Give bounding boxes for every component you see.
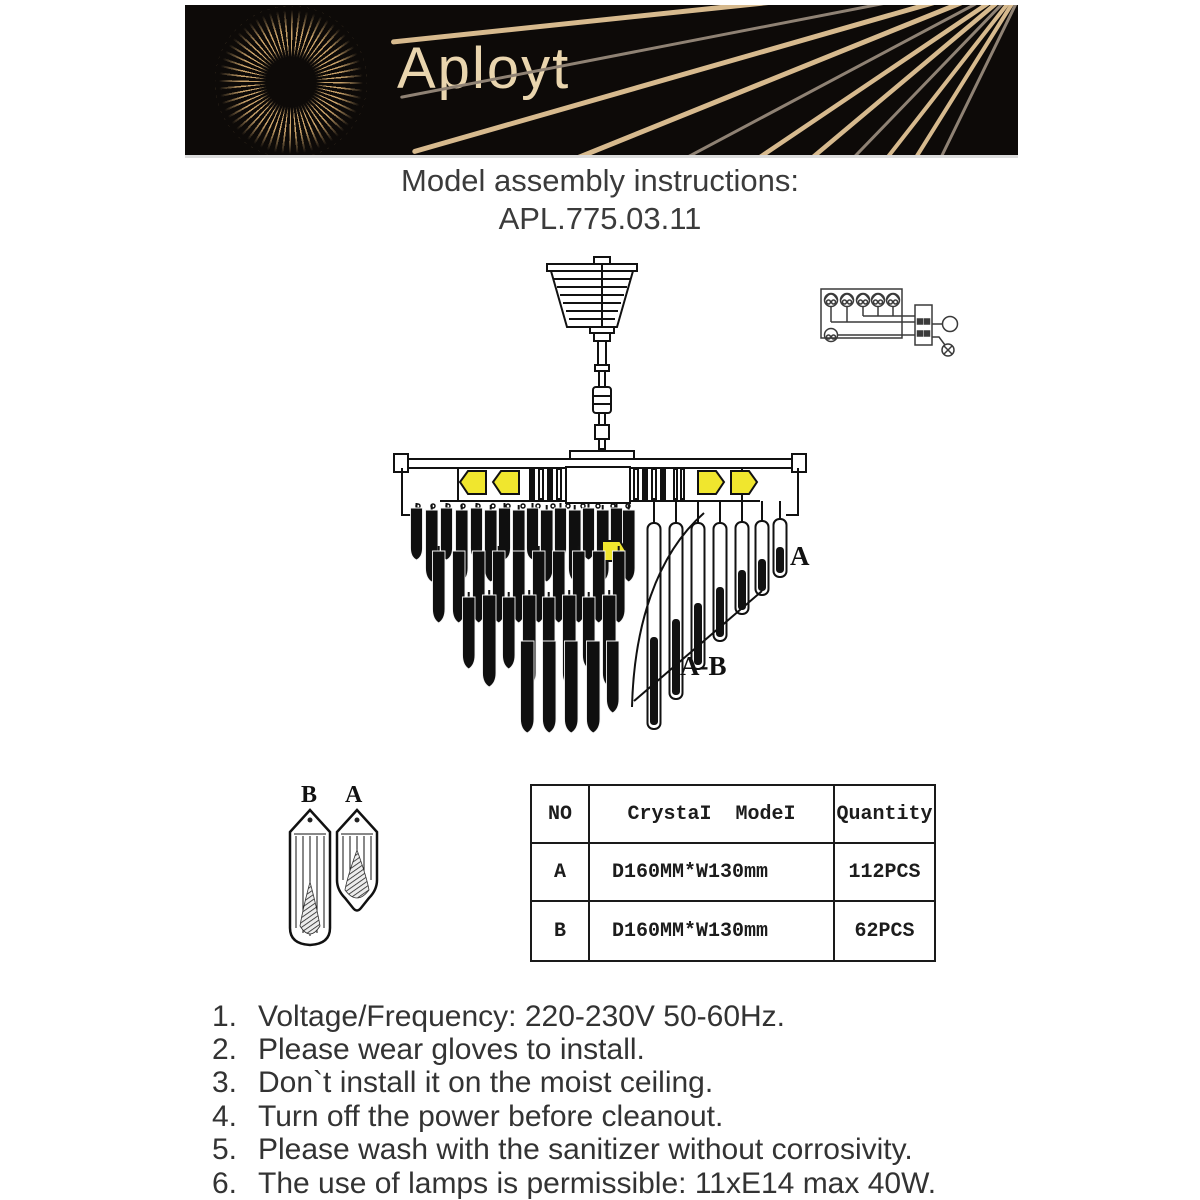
item-number: 4.	[212, 1099, 238, 1133]
item-number: 1.	[212, 999, 238, 1033]
item-number: 2.	[212, 1033, 238, 1067]
item-text: The use of lamps is permissible: 11xE14 max 40W.	[258, 1166, 937, 1200]
crystal-details	[263, 778, 403, 978]
ceiling-canopy	[547, 257, 637, 341]
model-number: APL.775.03.11	[498, 201, 702, 236]
item-text: Voltage/Frequency: 220-230V 50-60Hz.	[258, 999, 786, 1033]
list-item	[212, 1167, 1062, 1200]
item-number: 3.	[212, 1066, 238, 1100]
item-text: Please wear gloves to install.	[258, 1033, 645, 1067]
detail-b-label: B	[301, 782, 318, 808]
crystal-b-drawing	[290, 810, 330, 945]
list-item	[212, 1100, 1062, 1133]
table-header-no: NO	[532, 786, 590, 844]
crystal-hooks	[416, 504, 630, 508]
brand-banner	[185, 5, 1018, 155]
detail-a-label: A	[345, 782, 363, 808]
list-item	[212, 1067, 1062, 1100]
item-number: 5.	[212, 1133, 238, 1167]
rays-icon	[185, 5, 1018, 155]
brand-wordmark: Aployt	[397, 36, 571, 101]
item-text: Turn off the power before cleanout.	[258, 1099, 724, 1133]
list-item	[212, 1134, 1062, 1167]
crystal-a-drawing	[337, 810, 377, 911]
list-item	[212, 1000, 1062, 1033]
hanging-rod	[570, 341, 634, 459]
crystal-cascade-black	[411, 503, 636, 733]
page-title	[0, 162, 1200, 238]
parts-table	[530, 784, 936, 962]
item-number: 6.	[212, 1166, 238, 1200]
chandelier-diagram	[380, 255, 820, 755]
item-text: Please wash with the sanitizer without corrosivity.	[258, 1133, 913, 1167]
table-row-a-quantity: 112PCS	[835, 844, 934, 902]
crystal-cascade-outline	[648, 501, 787, 729]
list-item	[212, 1033, 1062, 1066]
table-row-a-no: A	[532, 844, 590, 902]
crystal-zone-label: A	[790, 541, 810, 571]
lamp-sockets	[460, 467, 757, 503]
section-label: A-B	[680, 651, 727, 681]
item-text: Don`t install it on the moist ceiling.	[258, 1066, 714, 1100]
instructions-list	[212, 1000, 1062, 1200]
table-header-model: CrystaI ModeI	[590, 786, 835, 844]
table-row-b-no: B	[532, 902, 590, 960]
table-row-b-quantity: 62PCS	[854, 919, 915, 943]
table-header-quantity: Quantity	[835, 786, 934, 844]
table-row-b-model: D160MM*W130mm	[590, 902, 835, 960]
wiring-diagram	[815, 275, 965, 370]
title-line-1: Model assembly instructions:	[401, 163, 799, 198]
table-row-a-model: D160MM*W130mm	[590, 844, 835, 902]
